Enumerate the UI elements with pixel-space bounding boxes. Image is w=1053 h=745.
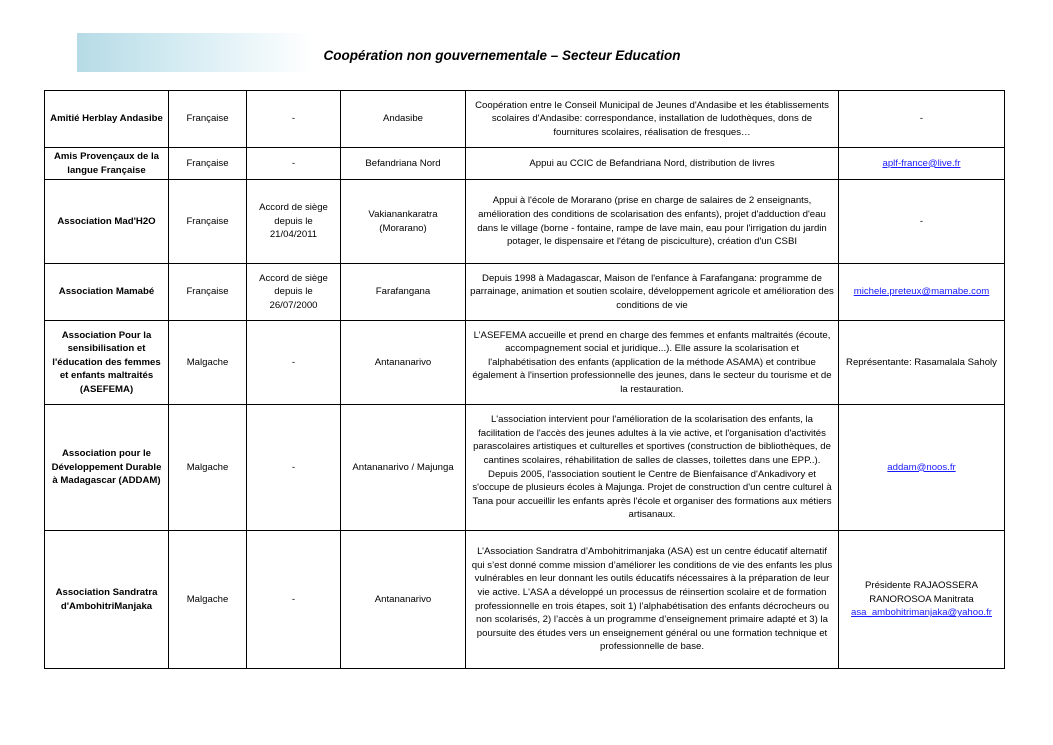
org-name-cell: Association Mad'H2O	[45, 180, 169, 264]
contact-cell	[839, 531, 1005, 669]
agreement-cell: -	[247, 405, 341, 531]
contact-cell	[839, 148, 1005, 180]
agreement-cell: -	[247, 148, 341, 180]
contact-text: -	[919, 113, 924, 125]
contact-text: -	[919, 215, 924, 227]
org-name-cell: Amis Provençaux de la langue Française	[45, 148, 169, 180]
table-row	[45, 180, 1005, 264]
description-cell: L’ASEFEMA accueille et prend en charge des femmes et enfants maltraités (écoute, accompagnement social et juridique...). Elle assure la scolarisation et l'alphabétisation des enfants (application de la méthode ASAMA) et contribue également à l'insertion professionnelle des jeunes, dans le secteur du tourisme et de la restauration.	[466, 321, 839, 405]
nationality-cell: Française	[169, 148, 247, 180]
description-cell: Appui au CCIC de Befandriana Nord, distribution de livres	[466, 148, 839, 180]
organizations-table	[44, 90, 1005, 669]
description-cell: Depuis 1998 à Madagascar, Maison de l'enfance à Farafangana: programme de parrainage, animation et soutien scolaire, développement agricole et amélioration des conditions de vie	[466, 264, 839, 321]
org-name-cell: Association Mamabé	[45, 264, 169, 321]
description-cell: Appui à l'école de Morarano (prise en charge de salaires de 2 enseignants, amélioration des conditions de scolarisation des enfants), projet d'adduction d'eau dans le village (borne - fontaine, rampe de lave main, eau pour l'irrigation du jardin potager, le dispensaire et l'étang de pisciculture), création d'un CSBI	[466, 180, 839, 264]
contact-cell	[839, 405, 1005, 531]
email-link[interactable]: addam@noos.fr	[887, 461, 956, 473]
nationality-cell: Malgache	[169, 531, 247, 669]
org-name-cell: Amitié Herblay Andasibe	[45, 91, 169, 148]
agreement-cell: -	[247, 91, 341, 148]
contact-text: Présidente RAJAOSSERA RANOROSOA Manitrata	[864, 580, 979, 605]
agreement-cell: -	[247, 531, 341, 669]
description-cell: L'association intervient pour l'amélioration de la scolarisation des enfants, la facilitation de l'accès des jeunes adultes à la vie active, et l'organisation d'activités parascolaires artistiques et culturelles et sportives (construction de bibliothèques, de cantines scolaires, réhabilitation de salles de classes, toilettes dans une EPP..). Depuis 2005, l'association soutient le Centre de Bienfaisance d'Ankadivory et s'occupe de plusieurs écoles à Majunga. Projet de construction d'un centre culturel à Tana pour accueillir les enfants après l'école et organiser des formations aux métiers artisanaux.	[466, 405, 839, 531]
email-link[interactable]: michele.preteux@mamabe.com	[853, 286, 990, 298]
table-row	[45, 91, 1005, 148]
location-cell: Farafangana	[341, 264, 466, 321]
contact-cell	[839, 91, 1005, 148]
agreement-cell: Accord de siège depuis le 26/07/2000	[247, 264, 341, 321]
table-row	[45, 148, 1005, 180]
table-row	[45, 405, 1005, 531]
email-link[interactable]: aplf-france@live.fr	[882, 157, 961, 169]
location-cell: Andasibe	[341, 91, 466, 148]
table-row	[45, 264, 1005, 321]
contact-cell	[839, 264, 1005, 321]
table-row	[45, 321, 1005, 405]
email-link[interactable]: asa_ambohitrimanjaka@yahoo.fr	[851, 607, 992, 619]
nationality-cell: Française	[169, 91, 247, 148]
org-name-cell: Association Sandratra d'AmbohitriManjaka	[45, 531, 169, 669]
contact-text: Représentante: Rasamalala Saholy	[846, 356, 997, 368]
org-name-cell: Association Pour la sensibilisation et l'éducation des femmes et enfants maltraités (ASEFEMA)	[45, 321, 169, 405]
nationality-cell: Malgache	[169, 405, 247, 531]
agreement-cell: Accord de siège depuis le 21/04/2011	[247, 180, 341, 264]
contact-cell	[839, 321, 1005, 405]
org-name-cell: Association pour le Développement Durable à Madagascar (ADDAM)	[45, 405, 169, 531]
description-cell: L’Association Sandratra d’Ambohitrimanjaka (ASA) est un centre éducatif alternatif qui s’est donné comme mission d’améliorer les conditions de vie des enfants les plus vulnérables en leur donnant les outils éducatifs nécessaires à la préparation de leur vie active. L'ASA a développé un processus de réinsertion scolaire et de formation professionnelle en trois étapes, soit 1) l’alphabétisation des enfants décrocheurs ou non scolarisés, 2) l’accès à un programme d’enseignement primaire adapté et 3) la poursuite des études vers un enseignement général ou une formation technique et professionnelle de base.	[466, 531, 839, 669]
nationality-cell: Française	[169, 264, 247, 321]
location-cell: Antananarivo	[341, 531, 466, 669]
agreement-cell: -	[247, 321, 341, 405]
header-banner	[77, 33, 312, 72]
location-cell: Vakianankaratra (Morarano)	[341, 180, 466, 264]
page-title: Coopération non gouvernementale – Secteur Education	[323, 48, 681, 63]
location-cell: Antananarivo / Majunga	[341, 405, 466, 531]
location-cell: Befandriana Nord	[341, 148, 466, 180]
description-cell: Coopération entre le Conseil Municipal de Jeunes d'Andasibe et les établissements scolaires d'Andasibe: correspondance, installation de ludothèques, dons de fournitures scolaires, réalisation de fresques…	[466, 91, 839, 148]
table-row	[45, 531, 1005, 669]
contact-cell	[839, 180, 1005, 264]
nationality-cell: Française	[169, 180, 247, 264]
location-cell: Antananarivo	[341, 321, 466, 405]
nationality-cell: Malgache	[169, 321, 247, 405]
